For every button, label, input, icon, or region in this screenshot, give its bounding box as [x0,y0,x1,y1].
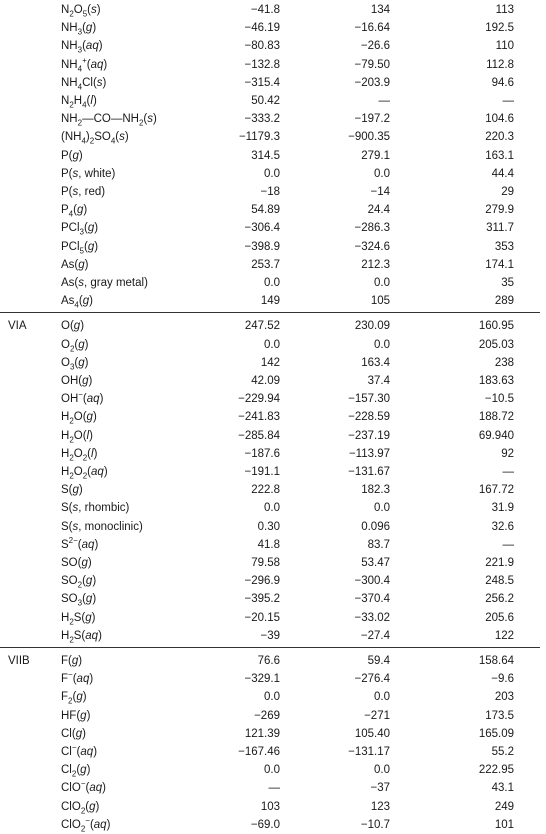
entropy-cell: 256.2 [485,593,514,606]
species-cell: $As_4(g)$ [61,295,93,310]
enthalpy-cell: 42.09 [251,375,280,387]
table-row [0,390,546,408]
entropy-cell: 55.2 [491,746,514,758]
species-cell: $SO_2(g)$ [61,575,97,590]
enthalpy-cell: 142 [260,356,280,369]
gibbs-energy-cell: 0.0 [374,277,390,289]
entropy-cell: 158.64 [478,655,514,667]
gibbs-energy-cell: 105 [370,295,390,308]
entropy-cell: 192.5 [485,22,514,35]
table-row [0,1,546,19]
enthalpy-cell: −167.46 [238,746,280,758]
species-cell: PCl$_5$(g) [61,240,99,255]
enthalpy-cell: −333.2 [244,113,280,126]
table-row [0,554,546,572]
gibbs-energy-cell: −26.6 [360,40,390,53]
group-label: VIIB [8,655,30,667]
enthalpy-cell: −187.6 [244,447,280,460]
gibbs-energy-cell: 230.09 [354,320,390,333]
species-cell: $H_2O_2(aq)$ [61,466,108,481]
enthalpy-cell: −306.4 [244,222,280,235]
entropy-cell: 279.9 [485,204,514,217]
species-cell: $NH_3(g)$ [61,22,97,37]
gibbs-energy-cell: −271 [364,709,390,722]
table-row [0,725,546,743]
entropy-cell: 188.72 [478,411,514,424]
table-row [0,219,546,237]
gibbs-energy-cell: −131.17 [348,746,390,758]
table-row [0,816,546,834]
enthalpy-cell: 76.6 [257,655,280,667]
gibbs-energy-cell: −113.97 [348,447,390,460]
table-row [0,165,546,183]
entropy-cell: 69.940 [478,429,514,442]
species-cell: $(NH_4)_2SO_4(s)$ [61,131,129,146]
table-row [0,56,546,74]
entropy-cell: 183.63 [478,375,514,387]
species-cell: O(g) [61,320,85,333]
entropy-cell: 353 [494,240,514,253]
gibbs-energy-cell: −131.67 [348,466,390,478]
enthalpy-cell: −1179.3 [238,131,280,144]
gibbs-energy-cell: 0.0 [374,338,390,351]
table-row [0,201,546,219]
entropy-cell: 104.6 [485,113,514,126]
gibbs-energy-cell: −276.4 [354,673,390,686]
gibbs-energy-cell: −14 [370,186,390,198]
enthalpy-cell: 54.89 [251,204,280,217]
table-row [0,536,546,554]
species-cell: OH(g) [61,375,93,387]
species-cell: P(s, red) [61,186,106,198]
enthalpy-cell: 149 [260,295,280,308]
species-cell: ClO$_2$(g) [61,800,100,815]
gibbs-energy-cell: −300.4 [354,575,390,588]
entropy-cell: 43.1 [491,782,514,795]
entropy-cell: 173.5 [485,709,514,722]
species-cell: $NH_4Cl(s)$ [61,76,107,92]
species-cell: $Cl_2(g)$ [61,764,91,779]
table-row [0,652,546,670]
species-cell: OH−(aq) [61,390,104,406]
entropy-cell: 35 [501,277,514,289]
gibbs-energy-cell: 0.0 [374,502,390,515]
gibbs-energy-cell: 0.0 [374,167,390,180]
entropy-cell: 112.8 [486,58,514,71]
enthalpy-cell: 247.52 [244,320,280,333]
species-cell: HF(g) [61,709,91,722]
species-cell: $H_2S(aq)$ [61,629,102,645]
table-row [0,19,546,37]
entropy-cell: 311.7 [486,222,514,235]
enthalpy-cell: −395.2 [244,593,280,606]
species-cell: P(s, white) [61,167,116,180]
species-cell: $NH_2—CO—NH_2(s)$ [61,113,157,128]
enthalpy-cell: −69.0 [250,818,280,831]
entropy-cell: 32.6 [491,520,514,533]
table-row [0,590,546,608]
table-row [0,37,546,55]
species-cell: $F_2(g)$ [61,691,87,706]
entropy-cell: — [502,466,514,478]
enthalpy-cell: −269 [254,709,280,722]
gibbs-energy-cell: 212.3 [361,258,390,271]
gibbs-energy-cell: 123 [370,800,390,813]
table-row [0,372,546,390]
table-row [0,354,546,372]
entropy-cell: 220.3 [485,131,514,144]
table-row [0,336,546,354]
enthalpy-cell: −39 [260,629,280,642]
species-cell: $SO_3(g)$ [61,593,97,608]
enthalpy-cell: 0.0 [264,502,280,515]
table-row [0,427,546,445]
enthalpy-cell: 79.58 [251,557,280,569]
gibbs-energy-cell: −79.50 [354,58,390,71]
entropy-cell: 31.9 [491,502,514,515]
species-cell: $O_3(g)$ [61,356,89,372]
group-label: VIA [8,320,27,333]
table-row [0,274,546,292]
table-row [0,256,546,274]
table-row [0,518,546,536]
entropy-cell: 94.6 [491,76,514,89]
table-row [0,688,546,706]
entropy-cell: — [502,95,514,107]
entropy-cell: 289 [494,295,514,308]
gibbs-energy-cell: 182.3 [361,484,390,497]
gibbs-energy-cell: −228.59 [348,411,390,424]
enthalpy-cell: −191.1 [244,466,280,478]
table-row [0,670,546,688]
table-row [0,238,546,256]
gibbs-energy-cell: 0.0 [374,691,390,704]
gibbs-energy-cell: −203.9 [354,76,390,89]
species-cell: Cl(g) [61,727,86,740]
table-row [0,707,546,725]
table-row [0,743,546,761]
table-row [0,92,546,110]
species-cell: Cl−(aq) [61,743,98,758]
gibbs-energy-cell: 59.4 [367,655,390,667]
enthalpy-cell: 0.0 [264,277,280,289]
table-row [0,128,546,146]
entropy-cell: 110 [495,40,514,53]
gibbs-energy-cell: 0.0 [374,764,390,777]
gibbs-energy-cell: 53.47 [361,557,390,569]
entropy-cell: 238 [494,356,514,369]
enthalpy-cell: −229.94 [238,393,280,406]
table-row [0,798,546,816]
enthalpy-cell: −285.84 [238,429,280,442]
entropy-cell: 101 [494,818,514,831]
entropy-cell: 249 [494,800,514,813]
species-cell: $S^{2-}(aq)$ [61,535,99,551]
table-row [0,779,546,797]
gibbs-energy-cell: 134 [370,4,390,16]
gibbs-energy-cell: 279.1 [361,149,390,162]
enthalpy-cell: −329.1 [244,673,280,686]
gibbs-energy-cell: −370.4 [354,593,390,606]
enthalpy-cell: −132.8 [244,58,280,71]
entropy-cell: — [502,538,514,551]
entropy-cell: −10.5 [484,393,514,406]
gibbs-energy-cell: — [378,95,390,107]
enthalpy-cell: 103 [260,800,280,813]
species-cell: F−(aq) [61,670,94,686]
gibbs-energy-cell: −16.64 [354,22,390,35]
enthalpy-cell: −41.8 [250,4,280,16]
group-separator [0,647,540,648]
enthalpy-cell: −241.83 [238,411,280,424]
table-row [0,317,546,335]
enthalpy-cell: 0.0 [264,691,280,704]
entropy-cell: 44.4 [491,167,514,180]
entropy-cell: 167.72 [478,484,514,497]
gibbs-energy-cell: 83.7 [367,538,390,551]
enthalpy-cell: −46.19 [244,22,280,35]
entropy-cell: 203 [494,691,514,704]
table-row [0,481,546,499]
gibbs-energy-cell: −157.30 [348,393,390,406]
species-cell: $NH_3(aq)$ [61,40,103,55]
entropy-cell: 205.6 [485,611,514,624]
species-cell: $N_2O_5(s)$ [61,4,101,19]
entropy-cell: 163.1 [485,149,514,162]
species-cell: As(s, gray metal) [61,277,148,289]
table-row [0,74,546,92]
enthalpy-cell: 314.5 [251,149,280,162]
gibbs-energy-cell: −900.35 [348,131,390,144]
enthalpy-cell: 41.8 [257,538,280,551]
enthalpy-cell: −20.15 [244,611,280,624]
entropy-cell: 248.5 [485,575,514,588]
entropy-cell: 92 [501,447,514,460]
species-cell: $H_2O(l)$ [61,429,93,444]
entropy-cell: −9.6 [491,673,514,686]
table-row [0,292,546,310]
gibbs-energy-cell: 37.4 [367,375,390,387]
species-cell: PCl$_3$(g) [61,222,99,237]
species-cell: $N_2H_4(l)$ [61,95,97,110]
entropy-cell: 222.95 [478,764,514,777]
entropy-cell: 174.1 [485,258,514,271]
gibbs-energy-cell: −33.02 [354,611,390,624]
species-cell: $H_2O_2(l)$ [61,447,98,463]
enthalpy-cell: — [268,782,280,795]
species-cell: As(g) [61,258,89,271]
gibbs-energy-cell: −324.6 [354,240,390,253]
entropy-cell: 205.03 [478,338,514,351]
species-cell: $H_2O(g)$ [61,411,97,426]
gibbs-energy-cell: −27.4 [360,629,390,642]
enthalpy-cell: 0.0 [264,167,280,180]
enthalpy-cell: 222.8 [251,484,280,497]
gibbs-energy-cell: −10.7 [360,818,390,831]
enthalpy-cell: 121.39 [244,727,280,740]
entropy-cell: 122 [494,629,514,642]
table-row [0,408,546,426]
enthalpy-cell: −315.4 [244,76,280,89]
table-row [0,463,546,481]
enthalpy-cell: 0.0 [264,764,280,777]
gibbs-energy-cell: −286.3 [354,222,390,235]
enthalpy-cell: 0.0 [264,338,280,351]
gibbs-energy-cell: −197.2 [354,113,390,126]
table-row [0,183,546,201]
species-cell: S(s, rhombic) [61,502,130,515]
species-cell: $H_2S(g)$ [61,611,96,626]
table-row [0,110,546,128]
enthalpy-cell: 50.42 [251,95,280,107]
species-cell: ClO$_2$−(aq) [61,815,111,834]
gibbs-energy-cell: 24.4 [367,204,390,217]
entropy-cell: 221.9 [485,557,514,569]
table-row [0,761,546,779]
species-cell: P(g) [61,149,83,162]
entropy-cell: 160.95 [478,320,514,333]
table-row [0,499,546,517]
group-separator [0,312,540,313]
gibbs-energy-cell: 0.096 [361,520,390,533]
species-cell: ClO−(aq) [61,779,106,795]
species-cell: S(s, monoclinic) [61,520,143,533]
species-cell: $O_2(g)$ [61,338,89,353]
species-cell: $P_4(g)$ [61,204,88,219]
enthalpy-cell: −296.9 [244,575,280,588]
table-row [0,445,546,463]
table-row [0,627,546,645]
enthalpy-cell: −18 [260,186,280,198]
enthalpy-cell: −398.9 [244,240,280,253]
entropy-cell: 165.09 [478,727,514,740]
species-cell: S(g) [61,484,83,497]
enthalpy-cell: −80.83 [244,40,280,53]
table-row [0,147,546,165]
species-cell: $NH_4^+(aq)$ [61,55,108,73]
enthalpy-cell: 0.30 [257,520,280,533]
gibbs-energy-cell: −237.19 [348,429,390,442]
table-row [0,572,546,590]
gibbs-energy-cell: 163.4 [361,356,390,369]
entropy-cell: 29 [501,186,514,198]
species-cell: F(g) [61,655,83,667]
table-row [0,609,546,627]
species-cell: SO(g) [61,557,92,569]
entropy-cell: 113 [495,4,514,16]
enthalpy-cell: 253.7 [251,258,280,271]
gibbs-energy-cell: −37 [370,782,390,795]
gibbs-energy-cell: 105.40 [354,727,390,740]
